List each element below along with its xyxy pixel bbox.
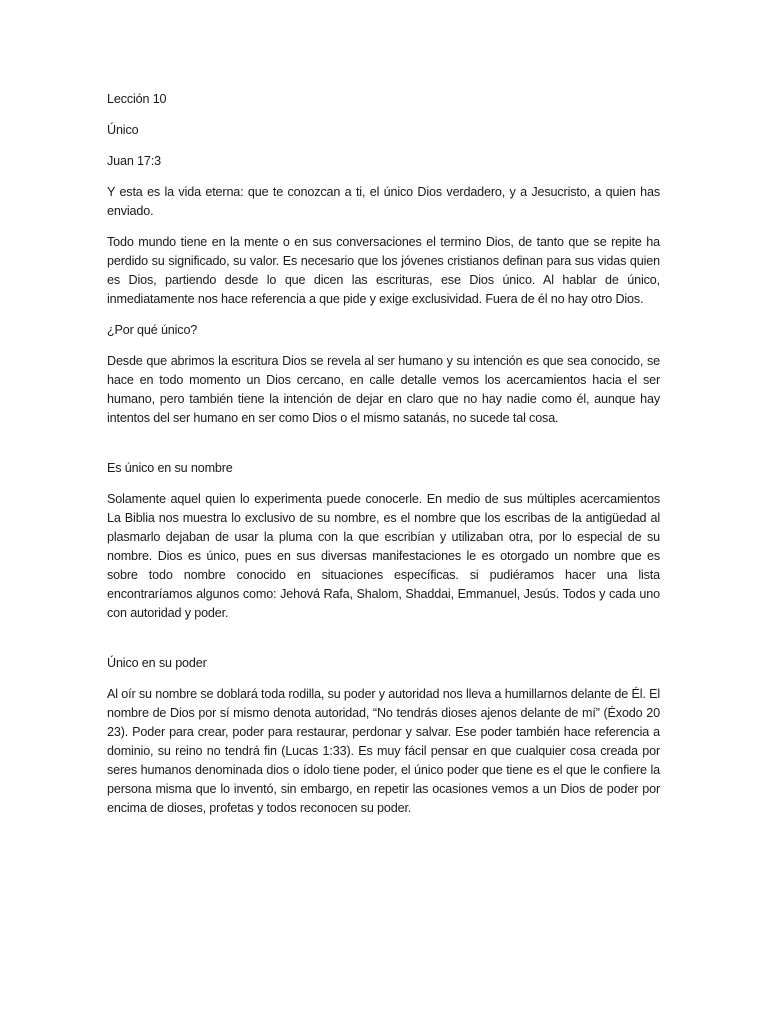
verse-text: Y esta es la vida eterna: que te conozcan a ti, el único Dios verdadero, y a Jesucristo, a quien has enviado. [107,185,660,218]
spacer [107,440,660,459]
section-body-por-que-unico: Desde que abrimos la escritura Dios se revela al ser humano y su intención es que sea conocido, se hace en todo momento un Dios cercano, en calle detalle vemos los acercamientos hacia el ser humano, pero también tiene la intención de dejar en claro que no hay nadie como él, aunque hay intentos del ser humano en ser como Dios o el mismo satanás, no sucede tal cosa. [107,354,660,425]
lesson-title: Único [107,123,139,137]
section-heading-unico-poder: Único en su poder [107,656,207,670]
document-body [107,90,660,830]
intro-paragraph: Todo mundo tiene en la mente o en sus conversaciones el termino Dios, de tanto que se repite ha perdido su significado, su valor. Es necesario que los jóvenes cristianos definan para sus vidas quien es Dios, partiendo desde lo que dicen las escrituras, ese Dios único. Al hablar de único, inmediatamente nos hace referencia a que pide y exige exclusividad. Fuera de él no hay otro Dios. [107,235,660,306]
lesson-number: Lección 10 [107,92,167,106]
section-body-unico-nombre: Solamente aquel quien lo experimenta puede conocerle. En medio de sus múltiples acercamientos La Biblia nos muestra lo exclusivo de su nombre, es el nombre que los escribas de la antigüedad al plasmarlo dejaban de usar la pluma con la que escribían y utilizaban otra, por lo especial de su nombre. Dios es único, pues en sus diversas manifestaciones le es otorgado un nombre que es sobre todo nombre conocido en situaciones específicas. si pudiéramos hacer una lista encontraríamos algunos como: Jehová Rafa, Shalom, Shaddai, Emmanuel, Jesús. Todos y cada uno con autoridad y poder. [107,492,660,620]
section-body-unico-poder: Al oír su nombre se doblará toda rodilla, su poder y autoridad nos lleva a humillarnos delante de Él. El nombre de Dios por sí mismo denota autoridad, “No tendrás dioses ajenos delante de mí” (Éxodo 20 23). Poder para crear, poder para restaurar, perdonar y salvar. Ese poder también hace referencia a dominio, su reino no tendrá fin (Lucas 1:33). Es muy fácil pensar en que cualquier cosa creada por seres humanos denominada dios o ídolo tiene poder, el único poder que tiene es el que le confiere la persona misma que lo inventó, sin embargo, en repetir las ocasiones vemos a un Dios de poder por encima de dioses, profetas y todos reconocen su poder. [107,687,660,815]
section-heading-unico-nombre: Es único en su nombre [107,461,233,475]
spacer [107,635,660,654]
section-heading-por-que-unico: ¿Por qué único? [107,323,198,337]
verse-reference: Juan 17:3 [107,154,161,168]
